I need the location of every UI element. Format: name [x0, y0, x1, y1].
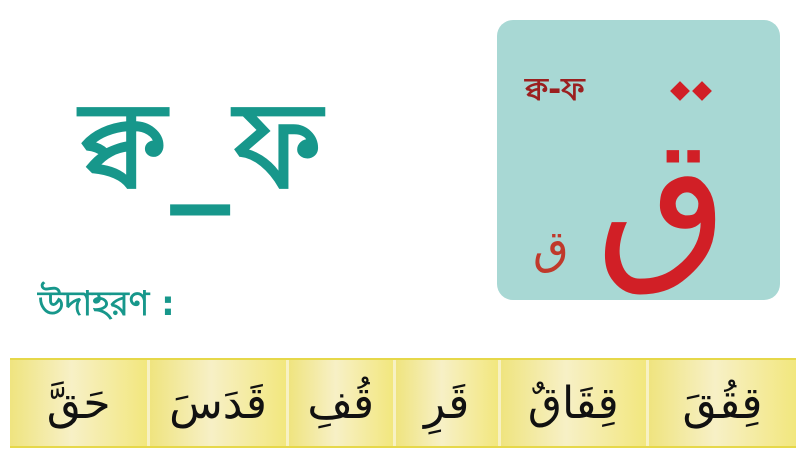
example-word: قُفِ: [289, 360, 396, 446]
example-word: قَرِ: [396, 360, 501, 446]
diamond-dot-icon: [670, 81, 690, 101]
letter-card: [497, 20, 780, 300]
example-row: [10, 358, 796, 448]
page-title: ক্ব_ফ: [80, 77, 326, 216]
example-word: قِقُقَ: [649, 360, 796, 446]
example-heading: উদাহরণ :: [38, 284, 175, 324]
example-word: قِقَاقٌ: [501, 360, 649, 446]
example-word: حَقَّ: [10, 360, 150, 446]
example-word: قَدَسَ: [150, 360, 288, 446]
diamond-dot-icon: [692, 81, 712, 101]
card-label: ক্ব-ফ: [525, 70, 585, 108]
arabic-small-glyph: ق: [533, 220, 569, 274]
arabic-letter-glyph: ق: [596, 101, 728, 299]
